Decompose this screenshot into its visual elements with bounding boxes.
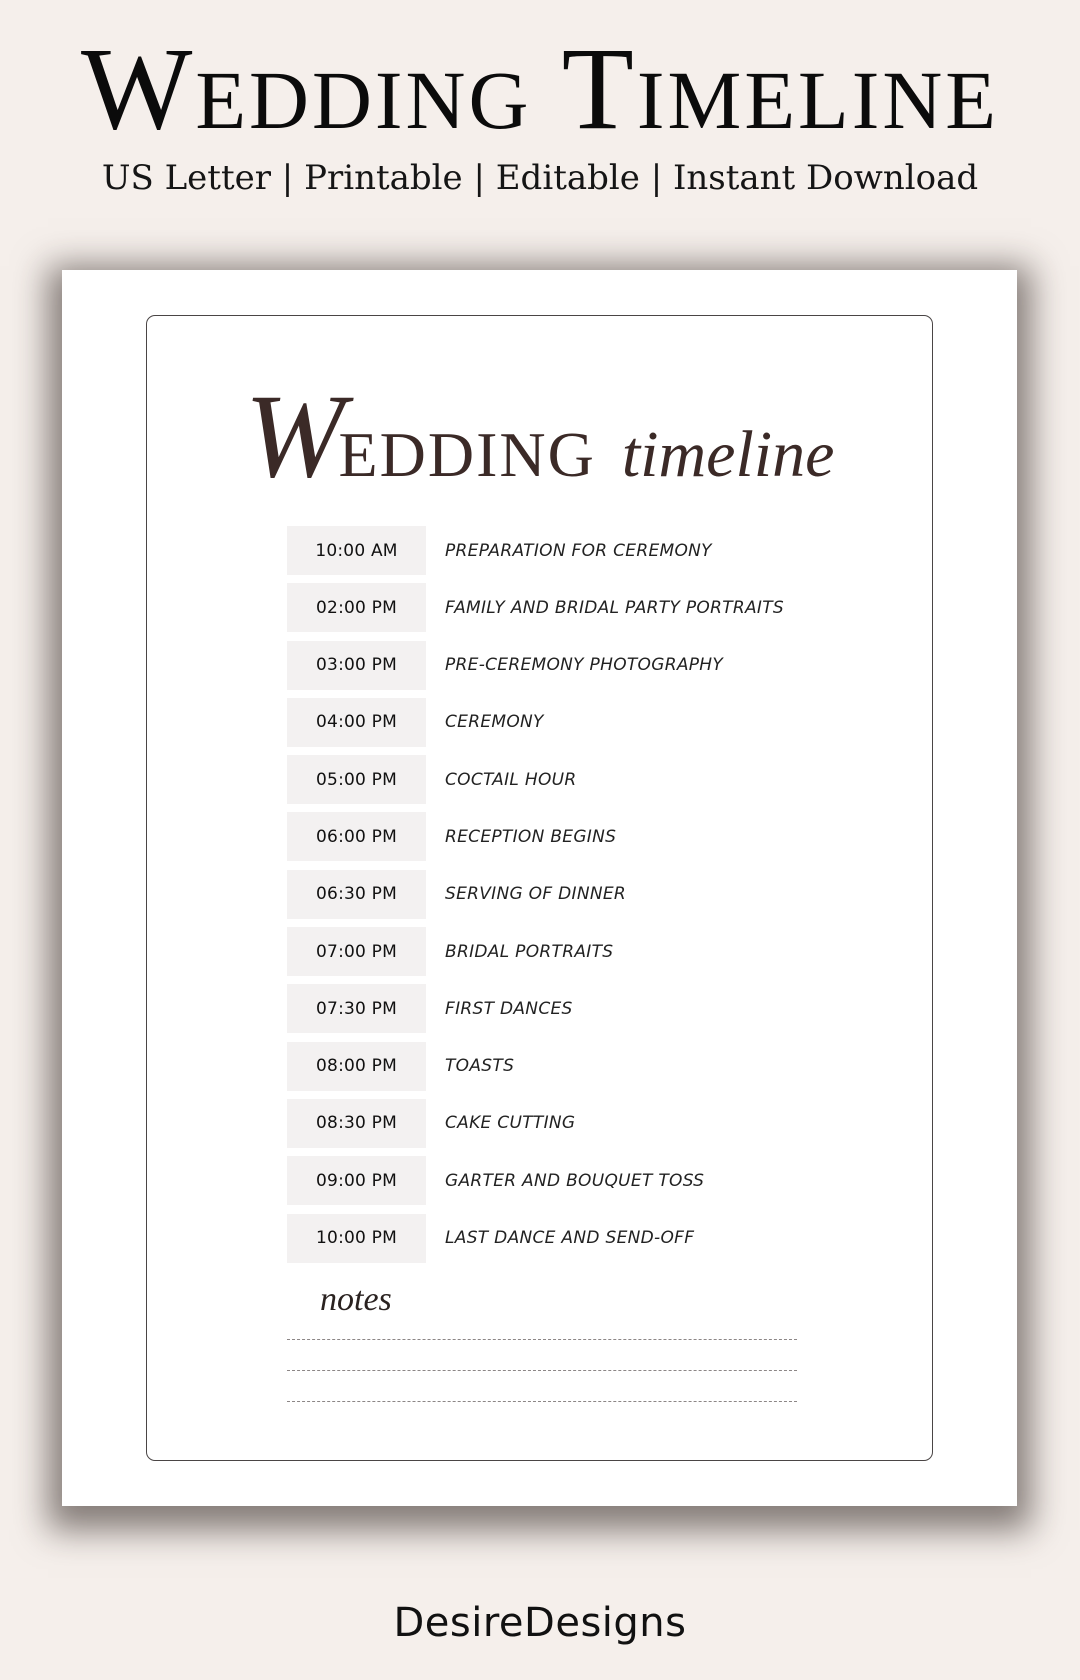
document-page	[62, 270, 1017, 1506]
schedule-row	[287, 755, 887, 804]
event-cell[interactable]: CEREMONY	[445, 712, 544, 733]
time-cell[interactable]: 08:30 PM	[287, 1099, 426, 1148]
event-cell[interactable]: RECEPTION BEGINS	[445, 826, 617, 847]
schedule-row	[287, 927, 887, 976]
schedule-list	[287, 526, 887, 1271]
schedule-row	[287, 870, 887, 919]
schedule-row	[287, 583, 887, 632]
notes-line[interactable]	[287, 1339, 797, 1340]
event-cell[interactable]: LAST DANCE AND SEND-OFF	[445, 1228, 695, 1249]
notes-line[interactable]	[287, 1401, 797, 1402]
time-cell[interactable]: 10:00 AM	[287, 526, 426, 575]
schedule-row	[287, 698, 887, 747]
brand-name: DesireDesigns	[393, 1600, 687, 1646]
schedule-row	[287, 526, 887, 575]
event-cell[interactable]: GARTER AND BOUQUET TOSS	[445, 1170, 705, 1191]
schedule-row	[287, 984, 887, 1033]
time-cell[interactable]: 05:00 PM	[287, 755, 426, 804]
notes-label: notes	[320, 1281, 392, 1318]
main-title: Wedding Timeline	[80, 23, 1000, 154]
title-rest: EDDING	[338, 419, 596, 490]
time-cell[interactable]: 06:30 PM	[287, 870, 426, 919]
time-cell[interactable]: 06:00 PM	[287, 812, 426, 861]
schedule-row	[287, 812, 887, 861]
time-cell[interactable]: 08:00 PM	[287, 1042, 426, 1091]
event-cell[interactable]: PREPARATION FOR CEREMONY	[445, 540, 712, 561]
notes-line[interactable]	[287, 1370, 797, 1371]
event-cell[interactable]: FAMILY AND BRIDAL PARTY PORTRAITS	[445, 597, 785, 618]
time-cell[interactable]: 04:00 PM	[287, 698, 426, 747]
event-cell[interactable]: CAKE CUTTING	[445, 1113, 576, 1134]
event-cell[interactable]: FIRST DANCES	[445, 998, 573, 1019]
title-script: timeline	[621, 418, 835, 491]
document-frame	[146, 315, 933, 1461]
schedule-row	[287, 1042, 887, 1091]
schedule-row	[287, 1156, 887, 1205]
subtitle: US Letter | Printable | Editable | Instant Download	[101, 158, 979, 198]
time-cell[interactable]: 03:00 PM	[287, 641, 426, 690]
event-cell[interactable]: SERVING OF DINNER	[445, 884, 627, 905]
time-cell[interactable]: 07:30 PM	[287, 984, 426, 1033]
event-cell[interactable]: PRE-CEREMONY PHOTOGRAPHY	[445, 655, 724, 676]
document-title	[147, 369, 932, 502]
schedule-row	[287, 641, 887, 690]
schedule-row	[287, 1099, 887, 1148]
event-cell[interactable]: COCTAIL HOUR	[445, 769, 577, 790]
time-cell[interactable]: 07:00 PM	[287, 927, 426, 976]
time-cell[interactable]: 09:00 PM	[287, 1156, 426, 1205]
time-cell[interactable]: 02:00 PM	[287, 583, 426, 632]
title-initial: W	[244, 369, 345, 502]
schedule-row	[287, 1214, 887, 1263]
time-cell[interactable]: 10:00 PM	[287, 1214, 426, 1263]
event-cell[interactable]: BRIDAL PORTRAITS	[445, 941, 614, 962]
event-cell[interactable]: TOASTS	[445, 1056, 515, 1077]
